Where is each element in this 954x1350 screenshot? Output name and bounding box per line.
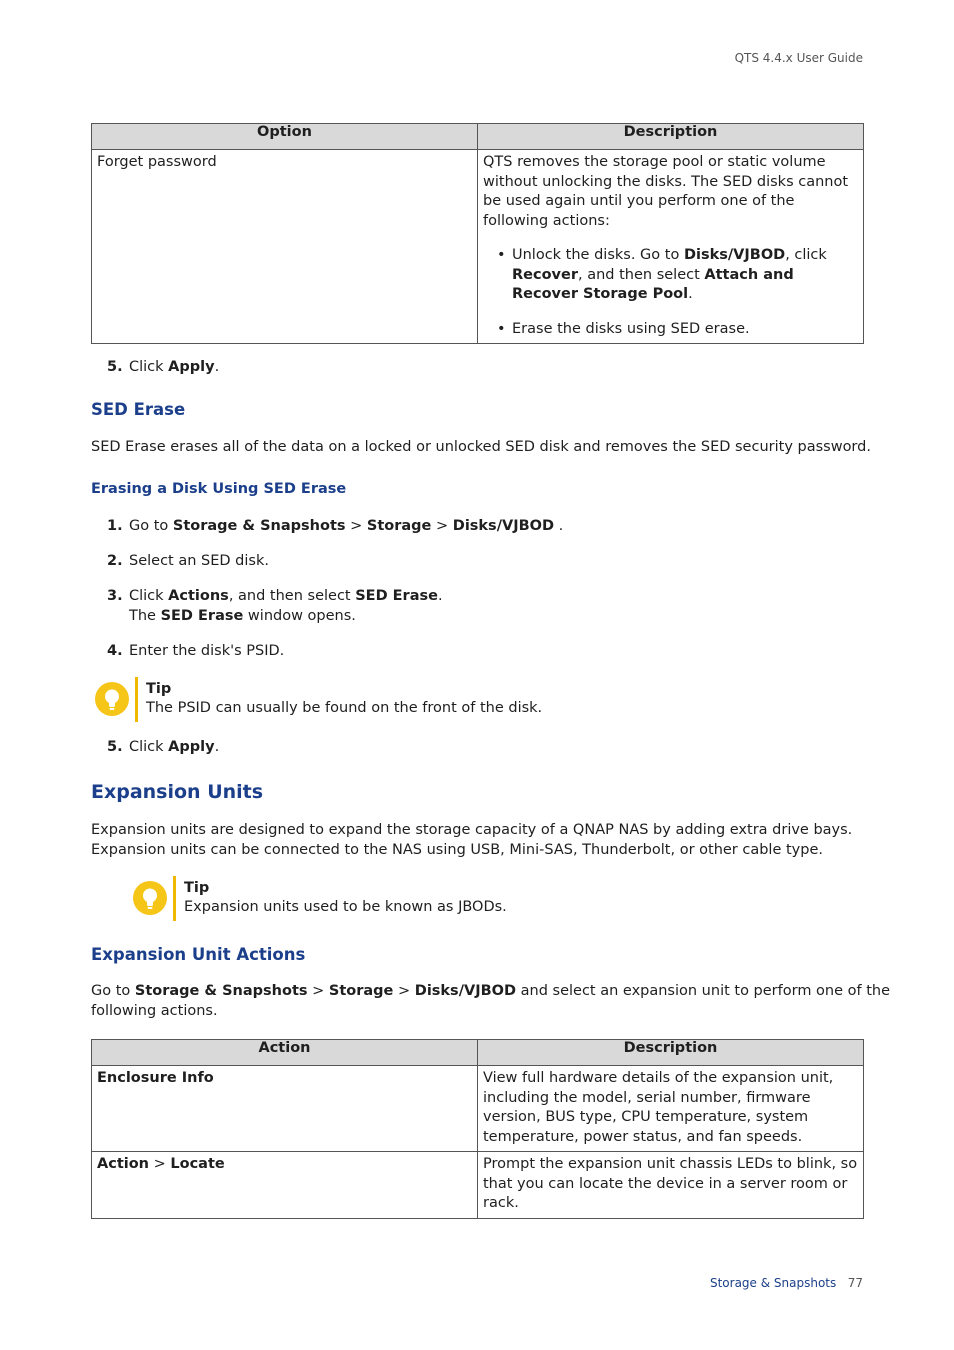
action-cell: Enclosure Info (92, 1066, 478, 1152)
tip-bar (135, 677, 138, 722)
section-paragraph: SED Erase erases all of the data on a locked or unlocked SED disk and removes the SED security password. (91, 439, 871, 455)
actions-table (91, 1039, 864, 1219)
step-text: Click Apply. (129, 359, 220, 375)
description-intro: QTS removes the storage pool or static volume without unlocking the disks. The SED disks cannot be used again until you perform one of the following actions: (483, 154, 849, 229)
section-paragraph: Expansion units are designed to expand the storage capacity of a QNAP NAS by adding extra drive bays. Expansion units can be connected to the NAS using USB, Mini-SAS, Thunderbolt, or other cable type. (91, 822, 853, 858)
section-heading: SED Erase (91, 400, 186, 419)
lightbulb-icon (133, 881, 167, 915)
col-header-description: Description (478, 124, 864, 150)
step-item: 3. Click Actions, and then select SED Erase. The SED Erase window opens. (91, 587, 871, 627)
tip-bar (173, 876, 176, 921)
table-row (92, 1066, 864, 1152)
action-cell: Action > Locate (92, 1152, 478, 1219)
bullet-item: • Erase the disks using SED erase. (497, 320, 750, 337)
col-header-action: Action (92, 1040, 478, 1066)
step-text: Select an SED disk. (129, 553, 269, 569)
options-table (91, 123, 864, 344)
section-heading: Expansion Units (91, 781, 264, 803)
subsection-heading: Expansion Unit Actions (91, 945, 306, 964)
tip-text: The PSID can usually be found on the front of the disk. (146, 700, 543, 716)
subsection-heading: Erasing a Disk Using SED Erase (91, 481, 347, 497)
section-paragraph: Go to Storage & Snapshots > Storage > Disks/VJBOD and select an expansion unit to perform one of the following actions. (91, 983, 891, 1019)
description-cell: Prompt the expansion unit chassis LEDs to blink, so that you can locate the device in a server room or rack. (478, 1152, 864, 1219)
running-header: QTS 4.4.x User Guide (734, 51, 863, 65)
step-text: Go to Storage & Snapshots > Storage > Disks/VJBOD . (129, 518, 564, 534)
tip-callout (95, 677, 795, 723)
tip-text: Expansion units used to be known as JBODs. (184, 899, 507, 915)
col-header-description: Description (478, 1040, 864, 1066)
description-cell: View full hardware details of the expansion unit, including the model, serial number, firmware version, BUS type, CPU temperature, system temperature, power status, and fan speeds. (478, 1066, 864, 1152)
tip-callout (133, 876, 833, 922)
col-header-option: Option (92, 124, 478, 150)
lightbulb-icon (95, 682, 129, 716)
option-cell: Forget password (92, 150, 478, 344)
tip-title: Tip (146, 681, 172, 697)
page-footer (710, 1276, 863, 1290)
page-number: 77 (847, 1276, 863, 1290)
bullet-item: • Unlock the disks. Go to Disks/VJBOD, click Recover, and then select Attach and Recover Storage Pool. (497, 247, 827, 302)
description-cell (478, 150, 864, 344)
step-text: Click Apply. (129, 739, 220, 755)
footer-section: Storage & Snapshots (709, 1276, 837, 1290)
table-row (92, 150, 864, 344)
step-text: Click Actions, and then select SED Erase. The SED Erase window opens. (129, 588, 443, 624)
tip-title: Tip (184, 880, 210, 896)
table-row (92, 1152, 864, 1219)
step-text: Enter the disk's PSID. (129, 643, 285, 659)
